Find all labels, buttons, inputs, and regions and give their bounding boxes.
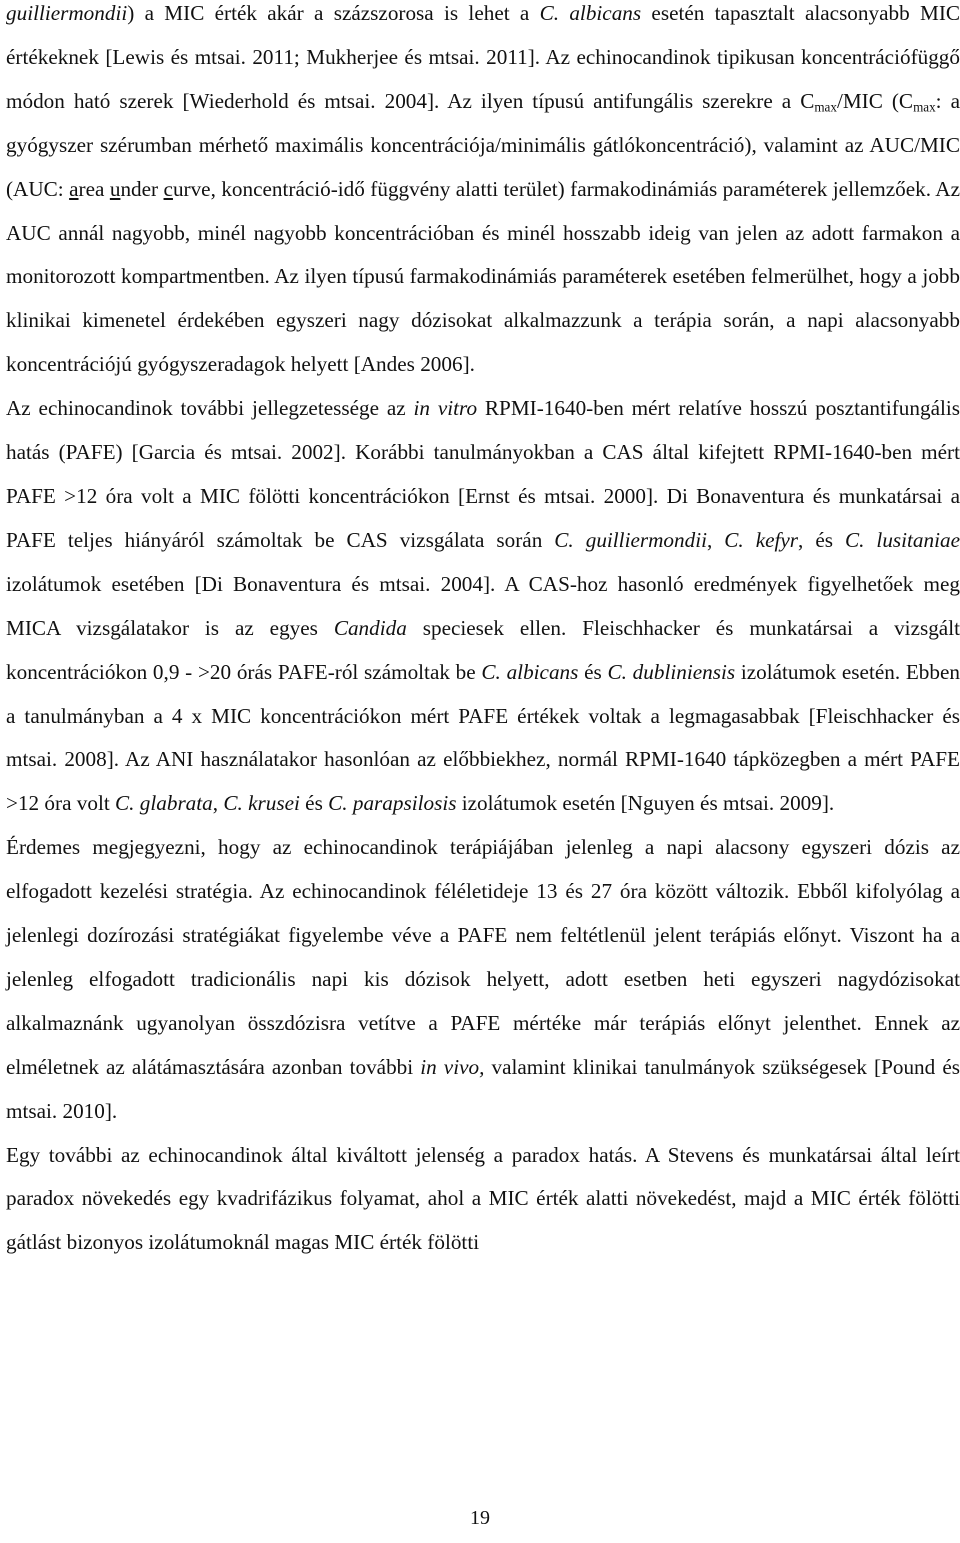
text-run: izolátumok esetén [Nguyen és mtsai. 2009]. (456, 791, 835, 816)
text-run: RPMI-1640-ben mért relatíve hosszú posztantifungális hatás (PAFE) [Garcia és mtsai. 2002]. Korábbi tanulmányokban a CAS által kifejtett RPMI-1640-ben mért PAFE >12 óra volt a MIC fölötti koncentrációkon [Ernst és mtsai. 2000]. Di Bonaventura és munkatársai a PAFE teljes hiányáról számoltak be CAS vizsgálata során (6, 396, 960, 552)
paragraph-2 (6, 387, 960, 826)
italic-run: C. guilliermondii (554, 527, 707, 552)
italic-run: in vivo, (420, 1054, 485, 1079)
text-run: , (706, 527, 725, 552)
italic-run: C. glabrata (115, 791, 213, 816)
text-run: , és (798, 527, 845, 552)
text-run: , (212, 791, 224, 816)
italic-run: C. parapsilosis (328, 791, 457, 816)
subscript-run: max (814, 99, 837, 115)
subscript-run: max (913, 99, 936, 115)
italic-run: C. albicans (539, 1, 642, 25)
italic-run: guilliermondii (6, 1, 128, 25)
underlined-run: a (69, 176, 79, 201)
text-run: izolátumok esetén. Ebben a tanulmányban a 4 x MIC koncentrációkon mért PAFE értékek voltak a legmagasabbak [Fleischhacker és mtsai. 2008]. Az ANI használatakor hasonlóan az előbbiekhez, normál RPMI-1640 tápközegben a mért PAFE >12 óra volt (6, 659, 960, 816)
underlined-run: u (109, 176, 121, 201)
italic-run: Candida (333, 615, 407, 640)
paragraph-1 (6, 0, 960, 387)
italic-run: C. lusitaniae (845, 527, 960, 552)
text-run: és (299, 791, 329, 816)
text-run: Egy további az echinocandinok által kiváltott jelenség a paradox hatás. A Stevens és munkatársai által leírt paradox növekedés egy kvadrifázikus folyamat, ahol a MIC érték alatti növekedést, majd a MIC érték fölötti gátlást bizonyos izolátumoknál magas MIC érték fölötti (6, 1142, 960, 1255)
text-run: és (578, 659, 608, 684)
paragraph-3 (6, 826, 960, 1133)
italic-run: C. krusei (223, 791, 300, 816)
text-run: esetén tapasztalt alacsonyabb MIC értékeknek [Lewis és mtsai. 2011; Mukherjee és mtsai. 2011]. Az echinocandinok tipikusan koncentrációfüggő módon ható szerek [Wiederhold és mtsai. 2004]. Az ilyen típusú antifungális szerekre a C (6, 1, 960, 113)
text-run: Az echinocandinok további jellegzetessége az (6, 396, 414, 421)
paragraph-4 (6, 1134, 960, 1266)
page-number: 19 (470, 1507, 490, 1529)
text-run: izolátumok esetében [Di Bonaventura és mtsai. 2004]. A CAS-hoz hasonló eredmények figyelhetőek meg MICA vizsgálatakor is az egyes (6, 571, 960, 640)
text-run: nder (120, 176, 164, 201)
text-run: valamint klinikai tanulmányok szükségesek [Pound és mtsai. 2010]. (6, 1054, 960, 1123)
italic-run: C. kefyr (724, 527, 799, 552)
text-run: /MIC (C (836, 88, 914, 113)
underlined-run: c (163, 176, 173, 201)
italic-run: in vitro (413, 396, 478, 421)
text-run: urve, koncentráció-idő függvény alatti terület) farmakodinámiás paraméterek jellemzőek. Az AUC annál nagyobb, minél nagyobb koncentrációban és minél hosszabb ideig van jelen az adott farmakon a monitorozott kompartmentben. Az ilyen típusú farmakodinámiás paraméterek esetében felmerülhet, hogy a jobb klinikai kimenetel érdekében egyszeri nagy dózisokat alkalmazzunk a terápia során, a napi alacsonyabb koncentrációjú gyógyszeradagok helyett [Andes 2006]. (6, 176, 960, 377)
text-run: : a gyógyszer szérumban mérhető maximális koncentrációja/minimális gátlókoncentráció), valamint az AUC/MIC (AUC: (6, 88, 960, 201)
text-run: rea (78, 176, 110, 201)
text-run: Érdemes megjegyezni, hogy az echinocandinok terápiájában jelenleg a napi alacsony egyszeri dózis az elfogadott kezelési stratégia. Az echinocandinok féléletideje 13 és 27 óra között változik. Ebből kifolyólag a jelenlegi dozírozási stratégiákat figyelembe véve a PAFE nem feltétlenül jelent terápiás előnyt. Viszont ha a jelenleg elfogadott tradicionális napi kis dózisok helyett, adott esetben heti egyszeri nagydózisokat alkalmaznánk ugyanolyan összdózisra vetítve a PAFE mértéke már terápiás előnyt jelenthet. Ennek az elméletnek az alátámasztására azonban további (6, 835, 960, 1079)
page-body (6, 0, 960, 1265)
italic-run: C. dubliniensis (607, 659, 736, 684)
text-run: speciesek ellen. Fleischhacker és munkatársai a vizsgált koncentrációkon 0,9 - >20 órás PAFE-ról számoltak be (6, 615, 960, 684)
italic-run: C. albicans (481, 659, 579, 684)
text-run: ) a MIC érték akár a százszorosa is lehet a (127, 1, 540, 25)
